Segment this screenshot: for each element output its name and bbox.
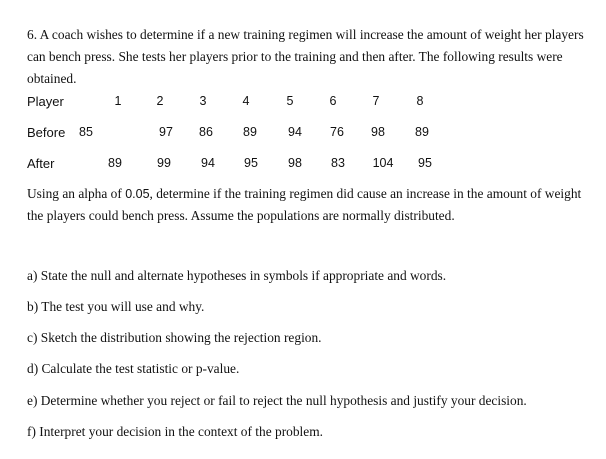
instruction-post: , determine if the training regimen did cause an increase in the amount of weight the players could bench press. Assume the populations are normally distributed. — [27, 186, 582, 223]
table-cell: 97 — [159, 125, 173, 139]
table-cell: 98 — [371, 125, 385, 139]
question-f: f) Interpret your decision in the context of the problem. — [27, 424, 323, 439]
question-e: e) Determine whether you reject or fail to reject the null hypothesis and justify your decision. — [27, 393, 527, 408]
table-cell: 2 — [156, 94, 164, 108]
table-cell: 7 — [372, 94, 380, 108]
table-cell: 1 — [114, 94, 122, 108]
row-label-player: Player — [27, 94, 64, 109]
table-row-player — [0, 94, 606, 112]
table-cell: 8 — [416, 94, 424, 108]
table-cell: 76 — [330, 125, 344, 139]
question-c: c) Sketch the distribution showing the rejection region. — [27, 330, 322, 345]
question-d: d) Calculate the test statistic or p-value. — [27, 361, 240, 376]
problem-instruction — [27, 183, 592, 227]
table-cell: 94 — [201, 156, 215, 170]
table-cell: 89 — [108, 156, 122, 170]
table-cell: 4 — [242, 94, 250, 108]
table-cell: 3 — [199, 94, 207, 108]
row-label-after: After — [27, 156, 55, 171]
question-b: b) The test you will use and why. — [27, 299, 205, 314]
row-label-before: Before — [27, 125, 66, 140]
table-cell: 95 — [418, 156, 432, 170]
question-a: a) State the null and alternate hypotheses in symbols if appropriate and words. — [27, 268, 447, 283]
alpha-value: 0.05 — [125, 187, 150, 201]
table-cell: 98 — [288, 156, 302, 170]
problem-intro: 6. A coach wishes to determine if a new training regimen will increase the amount of weight her players can bench press. She tests her players prior to the training and then after. The following results were obtained. — [27, 27, 584, 86]
table-cell: 86 — [199, 125, 213, 139]
table-cell: 99 — [157, 156, 171, 170]
table-cell: 89 — [415, 125, 429, 139]
table-cell: 5 — [286, 94, 294, 108]
instruction-pre: Using an alpha of — [27, 186, 126, 201]
table-row-after — [0, 156, 606, 174]
table-cell: 89 — [243, 125, 257, 139]
table-cell: 94 — [288, 125, 302, 139]
table-row-before — [0, 125, 606, 143]
table-cell: 104 — [372, 156, 394, 170]
table-cell: 6 — [329, 94, 337, 108]
table-cell: 83 — [331, 156, 345, 170]
table-cell: 85 — [79, 125, 93, 139]
table-cell: 95 — [244, 156, 258, 170]
